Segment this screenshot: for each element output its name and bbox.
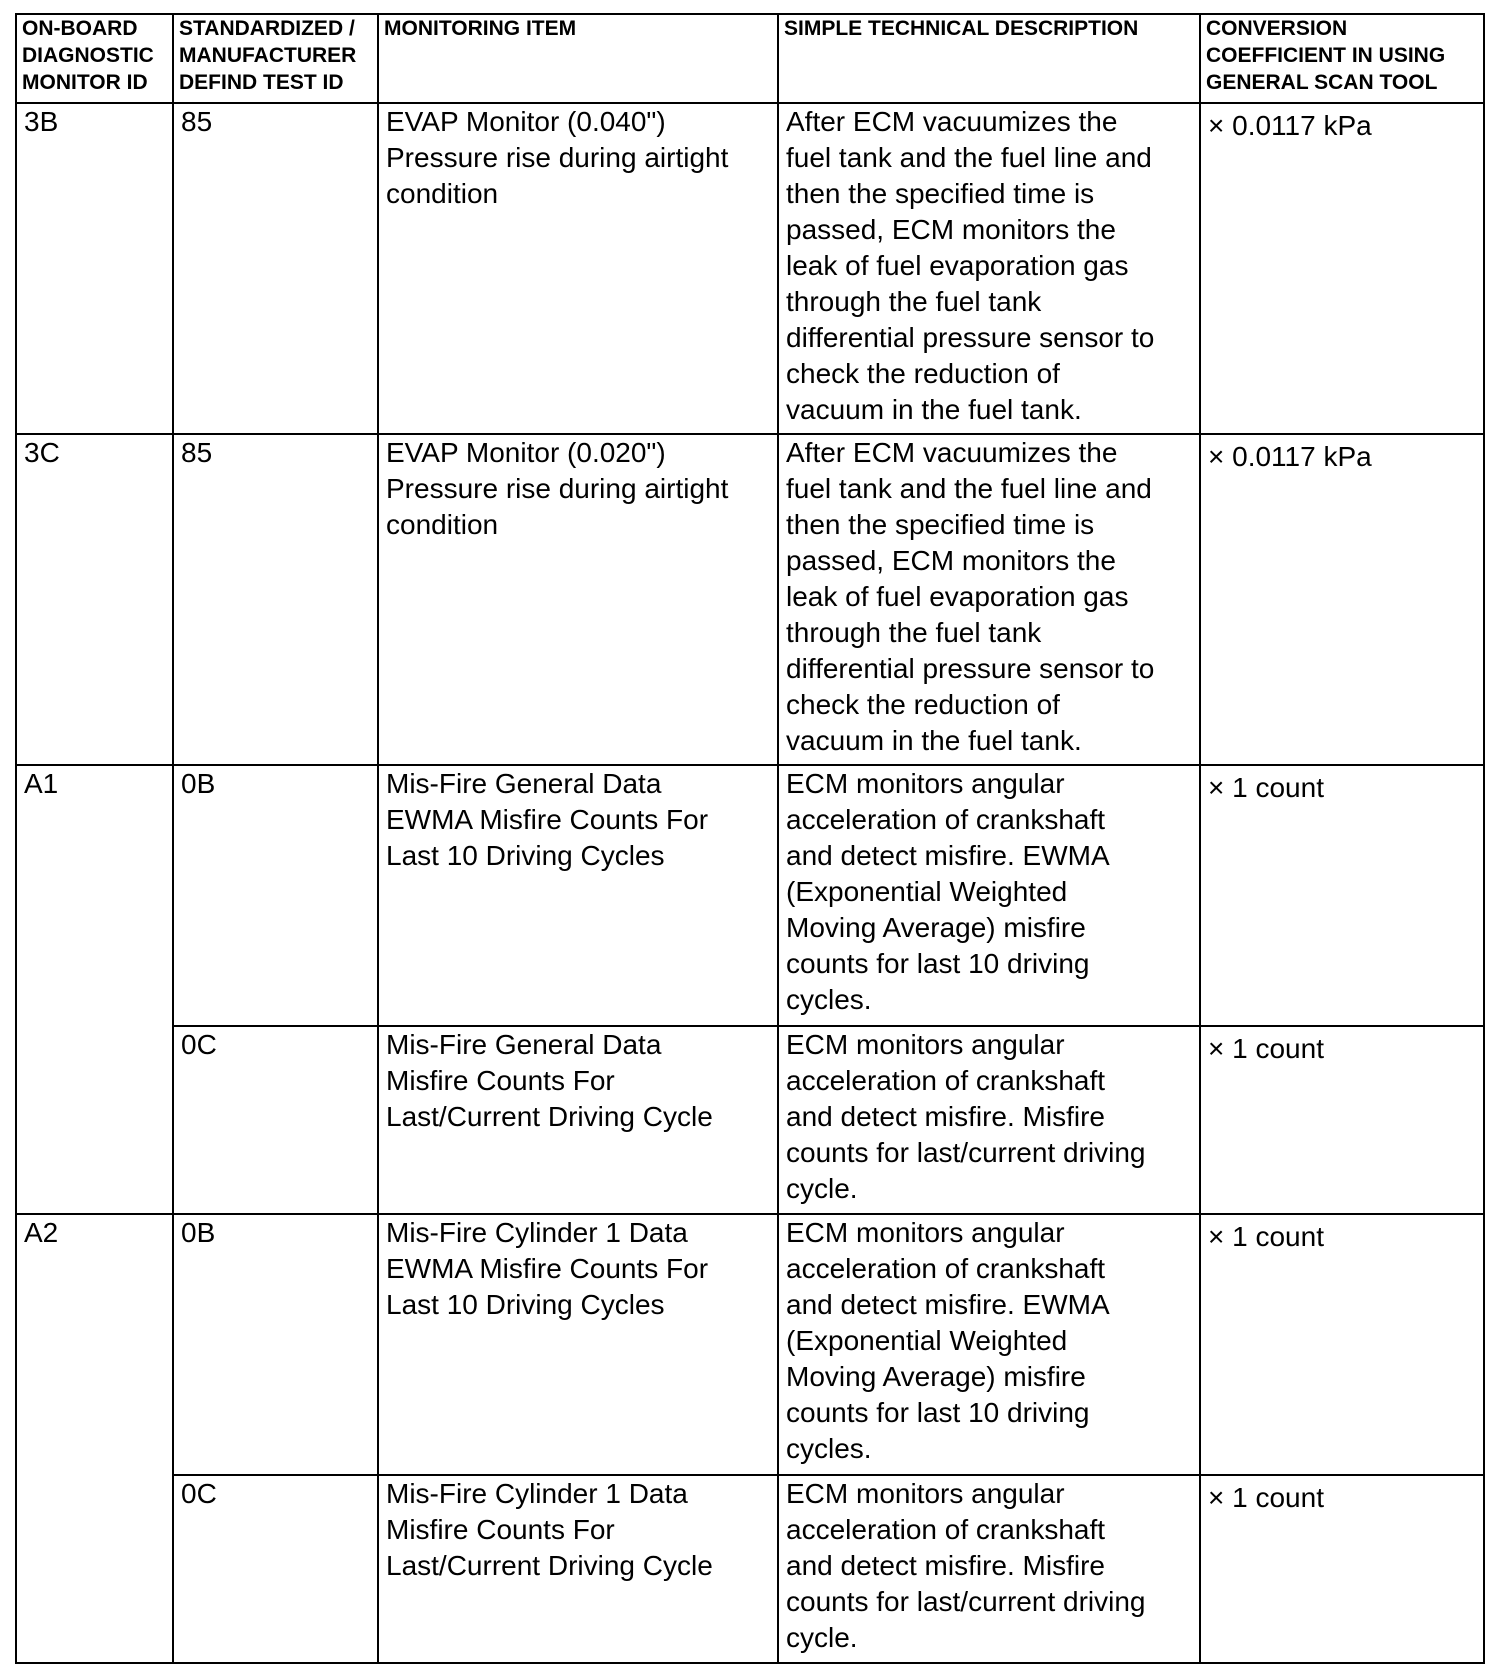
header-conversion-coefficient: CONVERSION COEFFICIENT IN USING GENERAL SCAN TOOL — [1200, 14, 1484, 103]
monitor-id-cell: 3C — [16, 434, 173, 765]
table-row — [16, 1026, 1484, 1214]
table-row — [16, 103, 1484, 434]
test-id-cell: 0C — [173, 1026, 378, 1214]
header-description: SIMPLE TECHNICAL DESCRIPTION — [778, 14, 1200, 103]
table-row — [16, 765, 1484, 1026]
monitoring-item-cell: Mis-Fire Cylinder 1 Data EWMA Misfire Counts For Last 10 Driving Cycles — [378, 1214, 778, 1475]
monitoring-item-cell: EVAP Monitor (0.040") Pressure rise during airtight condition — [378, 103, 778, 434]
description-cell: ECM monitors angular acceleration of crankshaft and detect misfire. EWMA (Exponential Weighted Moving Average) misfire counts for last 10 driving cycles. — [778, 765, 1200, 1026]
monitor-id-cell: A1 — [16, 765, 173, 1214]
coefficient-cell: × 1 count — [1200, 765, 1484, 1026]
description-cell: After ECM vacuumizes the fuel tank and the fuel line and then the specified time is passed, ECM monitors the leak of fuel evaporation gas through the fuel tank differential pressure sensor to check the reduction of vacuum in the fuel tank. — [778, 103, 1200, 434]
obd-monitor-table — [15, 13, 1485, 1664]
coefficient-cell: × 1 count — [1200, 1214, 1484, 1475]
monitoring-item-cell: Mis-Fire General Data EWMA Misfire Counts For Last 10 Driving Cycles — [378, 765, 778, 1026]
monitor-id-cell: 3B — [16, 103, 173, 434]
coefficient-cell: × 1 count — [1200, 1475, 1484, 1663]
monitoring-item-cell: Mis-Fire General Data Misfire Counts For Last/Current Driving Cycle — [378, 1026, 778, 1214]
monitoring-item-cell: EVAP Monitor (0.020") Pressure rise during airtight condition — [378, 434, 778, 765]
monitor-id-cell: A2 — [16, 1214, 173, 1663]
header-monitoring-item: MONITORING ITEM — [378, 14, 778, 103]
description-cell: ECM monitors angular acceleration of crankshaft and detect misfire. Misfire counts for last/current driving cycle. — [778, 1475, 1200, 1663]
test-id-cell: 0C — [173, 1475, 378, 1663]
coefficient-cell: × 0.0117 kPa — [1200, 103, 1484, 434]
description-cell: ECM monitors angular acceleration of crankshaft and detect misfire. Misfire counts for last/current driving cycle. — [778, 1026, 1200, 1214]
test-id-cell: 0B — [173, 765, 378, 1026]
monitoring-item-cell: Mis-Fire Cylinder 1 Data Misfire Counts For Last/Current Driving Cycle — [378, 1475, 778, 1663]
coefficient-cell: × 0.0117 kPa — [1200, 434, 1484, 765]
test-id-cell: 85 — [173, 434, 378, 765]
header-test-id: STANDARDIZED / MANUFACTURER DEFIND TEST ID — [173, 14, 378, 103]
description-cell: After ECM vacuumizes the fuel tank and the fuel line and then the specified time is passed, ECM monitors the leak of fuel evaporation gas through the fuel tank differential pressure sensor to check the reduction of vacuum in the fuel tank. — [778, 434, 1200, 765]
test-id-cell: 0B — [173, 1214, 378, 1475]
table-row — [16, 1475, 1484, 1663]
header-monitor-id: ON-BOARD DIAGNOSTIC MONITOR ID — [16, 14, 173, 103]
table-row — [16, 1214, 1484, 1475]
table-header-row — [16, 14, 1484, 103]
description-cell: ECM monitors angular acceleration of crankshaft and detect misfire. EWMA (Exponential Weighted Moving Average) misfire counts for last 10 driving cycles. — [778, 1214, 1200, 1475]
test-id-cell: 85 — [173, 103, 378, 434]
table-row — [16, 434, 1484, 765]
coefficient-cell: × 1 count — [1200, 1026, 1484, 1214]
